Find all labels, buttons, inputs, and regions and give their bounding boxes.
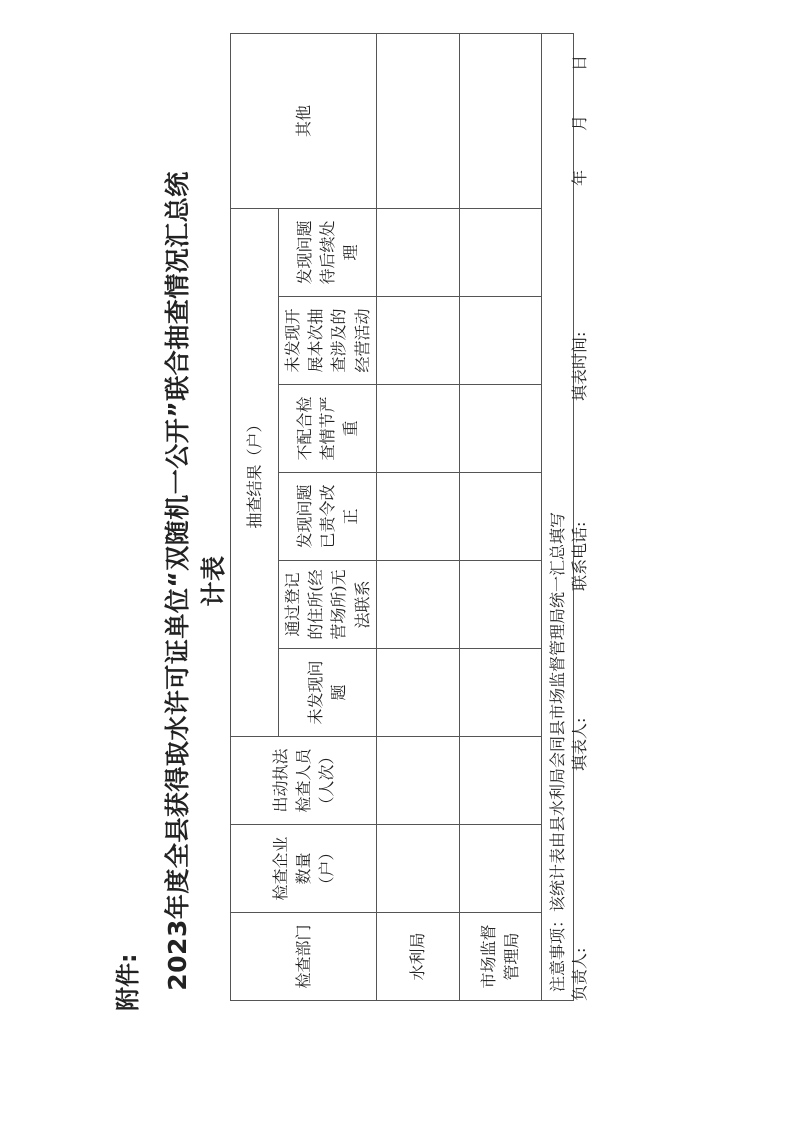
header-department: 检查部门 <box>231 913 377 1001</box>
header-result-uncooperative: 不配合检查情节严重 <box>279 385 377 473</box>
responsible-label: 负责人: <box>570 947 589 1001</box>
attachment-label: 附件: <box>114 953 142 1011</box>
row-department: 水利局 <box>376 913 459 1001</box>
statistics-table <box>230 33 574 1001</box>
phone-label: 联系电话: <box>570 521 589 591</box>
year-label: 年 <box>570 169 589 186</box>
header-result-no-activity: 未发现开展本次抽查涉及的经营活动 <box>279 297 377 385</box>
document-title: 2023年度全县获得取水许可证单位“双随机一公开”联合抽查情况汇总统计表 <box>163 171 228 991</box>
header-personnel: 出动执法检查人员（人次） <box>231 737 377 825</box>
row-department: 市场监督管理局 <box>459 913 541 1001</box>
header-result-no-problem: 未发现问题 <box>279 649 377 737</box>
month-label: 月 <box>570 114 589 131</box>
header-enterprises: 检查企业数量（户） <box>231 825 377 913</box>
day-label: 日 <box>570 54 589 71</box>
fill-time-label: 填表时间: <box>570 331 589 401</box>
header-result-corrected: 发现问题已责令改正 <box>279 473 377 561</box>
header-results-group: 抽查结果（户） <box>231 209 279 737</box>
filler-label: 填表人: <box>570 717 589 771</box>
header-result-pending: 发现问题待后续处理 <box>279 209 377 297</box>
header-other: 其他 <box>231 34 377 209</box>
table-row <box>459 34 541 1001</box>
table-row <box>376 34 459 1001</box>
note-text: 注意事项：该统计表由县水利局会同县市场监督管理局统一汇总填写 <box>547 511 567 992</box>
header-result-unreachable: 通过登记的住所(经营场所)无法联系 <box>279 561 377 649</box>
